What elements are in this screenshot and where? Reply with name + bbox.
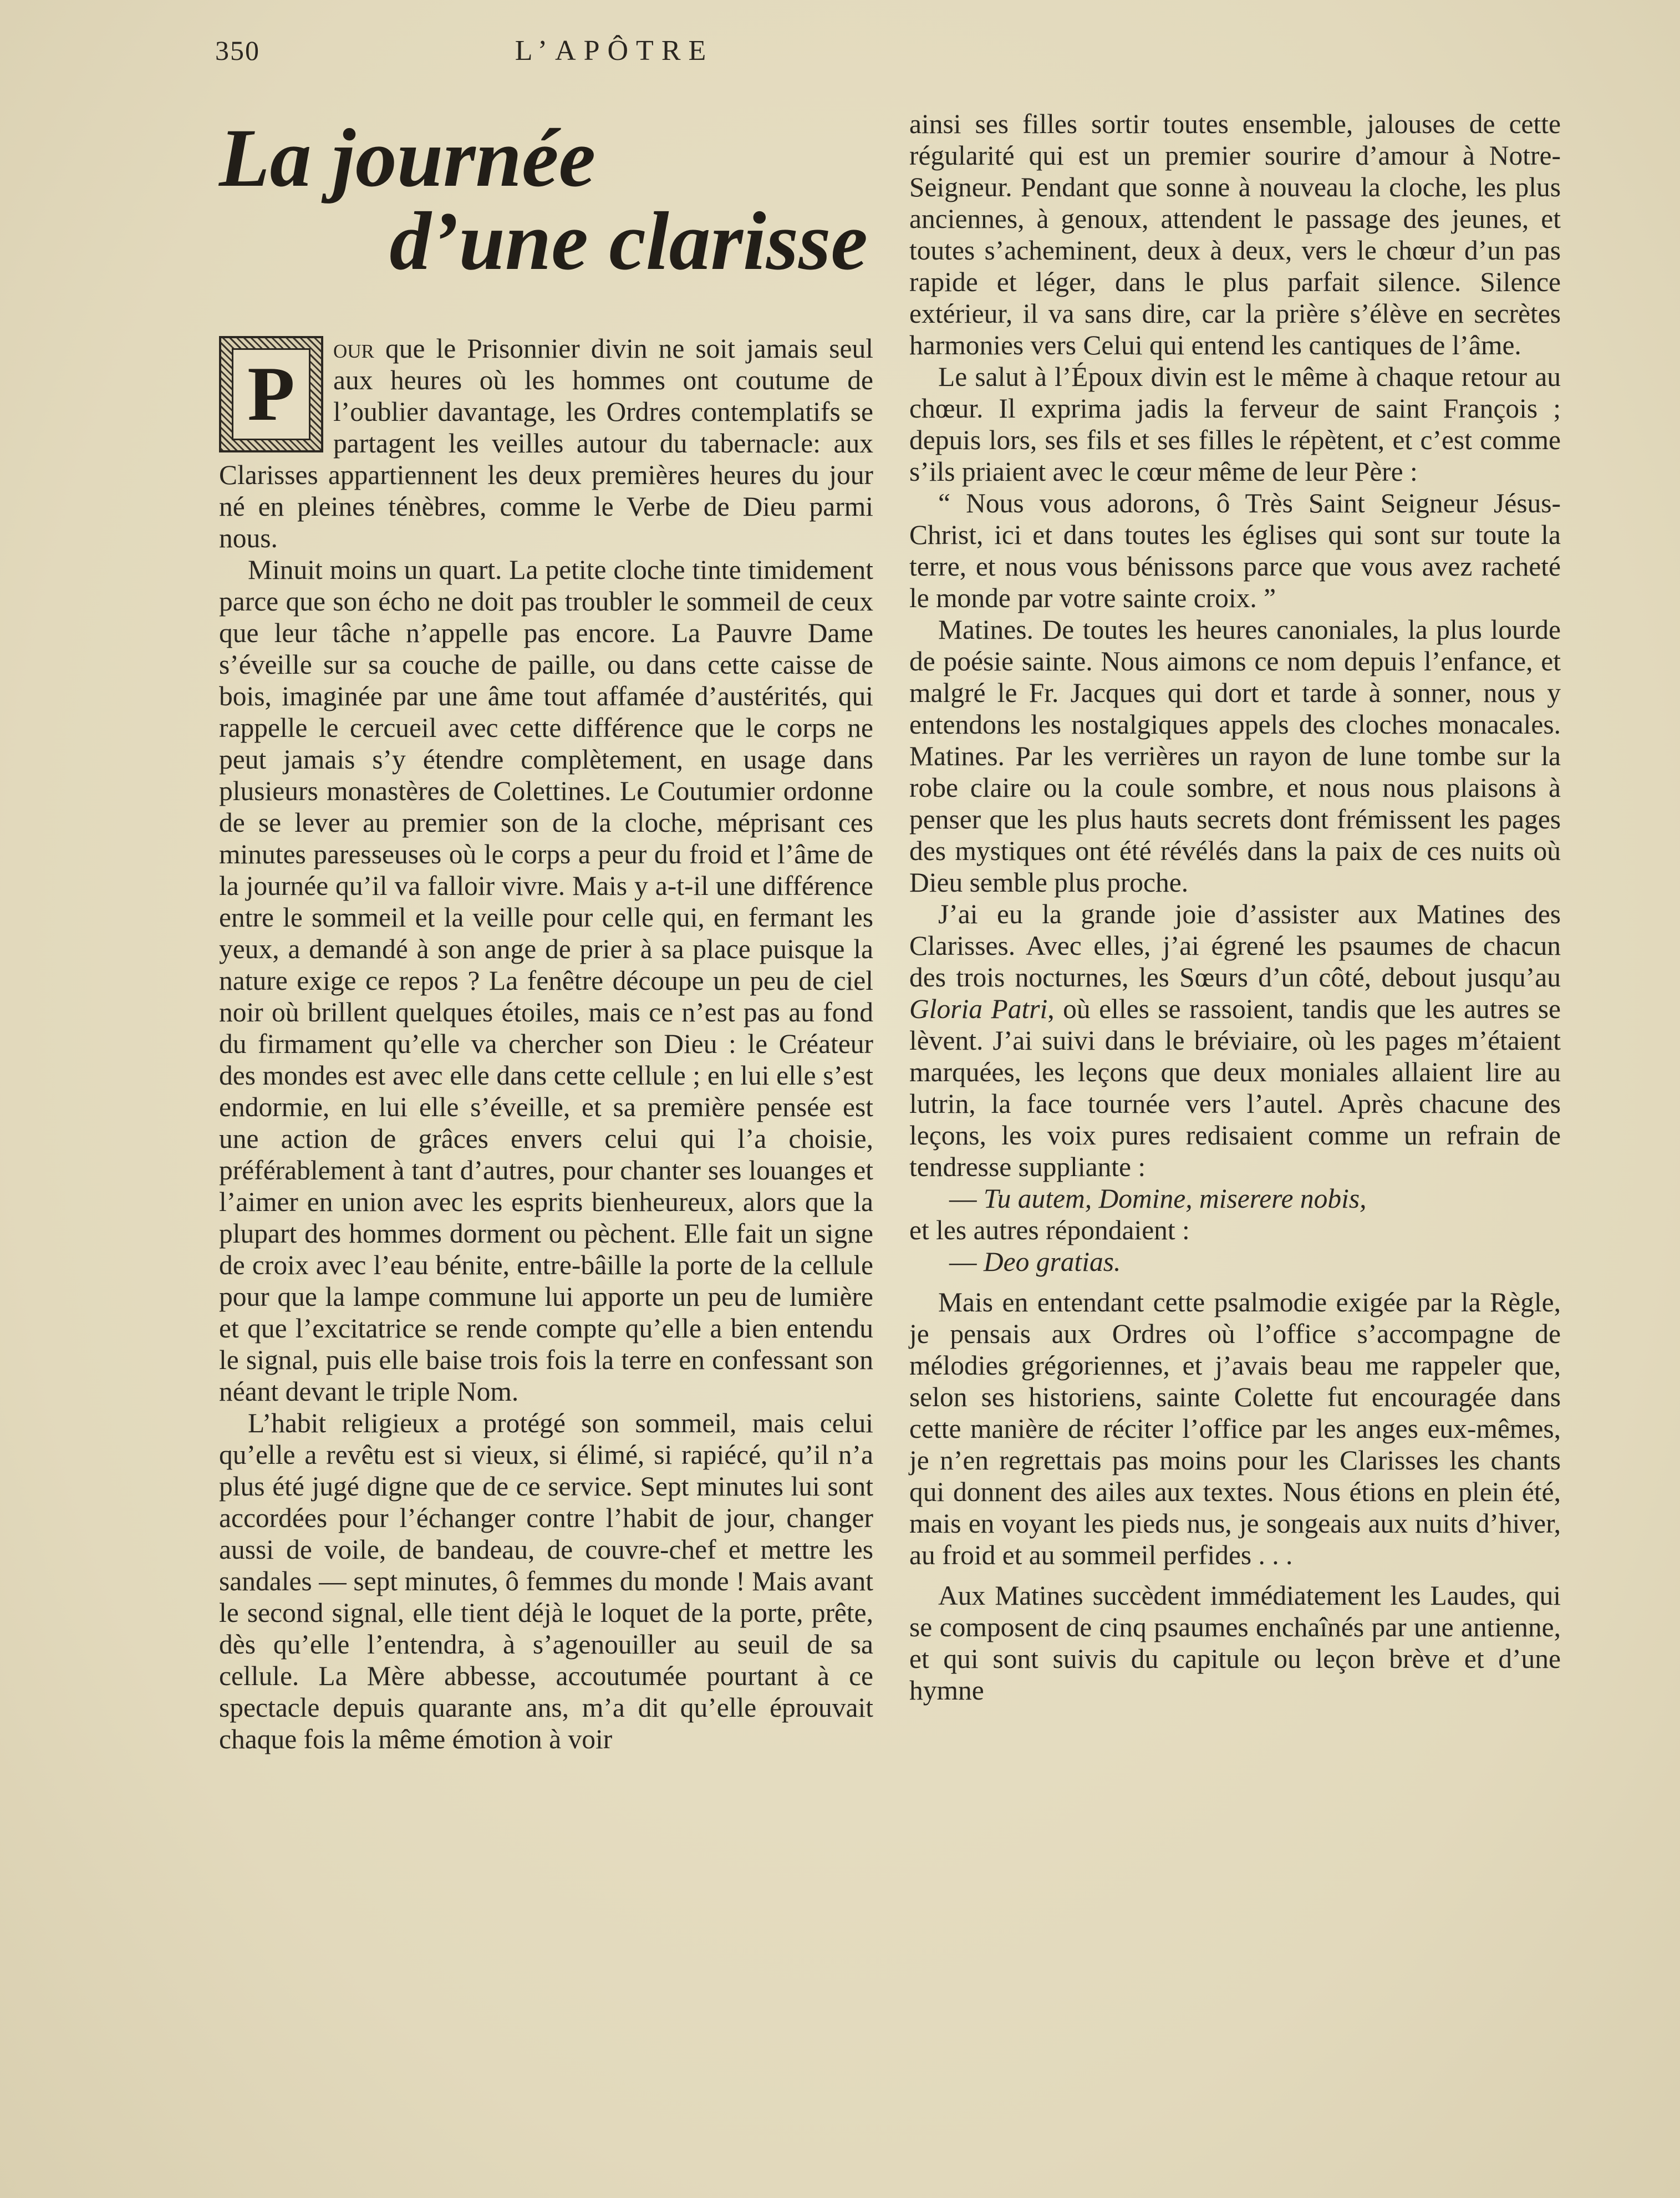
paragraph-assister [909, 898, 1561, 1183]
ornamental-dropcap [219, 336, 323, 452]
response-intro: et les autres répondaient : [909, 1215, 1190, 1245]
paragraph-continued: ainsi ses filles sortir toutes ensemble, jalouses de cette régularité qui est un premier sourire d’amour à Notre-Seigneur. Pendant que sonne à nouveau la cloche, les plus anciennes, à genoux, attendent le passage des jeunes, et toutes s’acheminent, deux à deux, vers le chœur d’un pas rapide et léger, dans le plus parfait silence. Silence extérieur, il va sans dire, car la prière s’élève en secrètes harmonies vers Celui qui entend les cantiques de l’âme. [909, 109, 1561, 360]
running-title: L’APÔTRE [515, 35, 714, 67]
assister-text-a: J’ai eu la grande joie d’assister aux Matines des Clarisses. Avec elles, j’ai égrené les psaumes de chacun des trois nocturnes, les Sœurs d’un côté, debout jusqu’au [909, 899, 1561, 993]
paragraph-intro [219, 333, 873, 554]
paragraph-psalmodie: Mais en entendant cette psalmodie exigée par la Règle, je pensais aux Ordres où l’office s’accompagne de mélodies grégoriennes, et j’avais beau me rappeler que, selon ses historiens, sainte Colette fut encouragée dans cette manière de réciter l’office par les anges eux-mêmes, je n’en regrettais pas moins pour les Clarisses les chants qui donnent des ailes aux textes. Nous étions en plein été, mais en voyant les pieds nus, je songeais aux nuits d’hiver, au froid et au sommeil perfides . . . [909, 1287, 1561, 1570]
response-dash: — [949, 1246, 984, 1277]
left-column [219, 97, 873, 1755]
first-word-rest: our [333, 333, 374, 364]
title-line-2: d’une clarisse [389, 195, 868, 287]
paragraph-matines: Matines. De toutes les heures canoniales, la plus lourde de poésie sainte. Nous aimons ce nom depuis l’enfance, et malgré le Fr. Jacques qui dort et tarde à sonner, nous y entendons les nostalgiques appels des cloches monacales. Matines. Par les verrières un rayon de lune tombe sur la robe claire ou la coule sombre, et nous nous plaisons à penser que les plus hauts secrets dont frémissent les pages des mystiques ont été révélés dans la paix de ces nuits où Dieu semble plus proche. [909, 614, 1561, 898]
paragraph-gap [909, 1278, 1561, 1286]
right-column [909, 108, 1561, 1706]
paragraph-priere: “ Nous vous adorons, ô Très Saint Seigneur Jésus-Christ, ici et dans toutes les églises qui sont sur toute la terre, et nous vous bénissons parce que vous avez racheté le monde par votre sainte croix. ” [909, 488, 1561, 613]
dropcap-letter: P [232, 348, 310, 440]
versicle-text: Tu autem, Domine, miserere nobis, [983, 1183, 1367, 1214]
assister-text-b: , où elles se rassoient, tandis que les autres se lèvent. J’ai suivi dans le bréviaire, où les pages m’étaient marquées, les leçons que deux moniales allaient lire au lutrin, la face tournée vers l’autel. Après chacune des leçons, les voix pures redisaient comme un refrain de tendresse suppliante : [909, 994, 1561, 1182]
response [909, 1246, 1561, 1278]
paragraph-text: que le Prisonnier divin ne soit jamais seul aux heures où les hommes ont coutume de l’oublier davantage, les Ordres contemplatifs se partagent les veilles autour du tabernacle: aux Clarisses appartiennent les deux premières heures du jour né en pleines ténèbres, comme le Verbe de Dieu parmi nous. [219, 333, 873, 553]
paragraph-gap [909, 1571, 1561, 1580]
paragraph-habit: L’habit religieux a protégé son sommeil, mais celui qu’elle a revêtu est si vieux, si élimé, si rapiécé, qu’il n’a plus été jugé digne que de ce service. Sept minutes lui sont accordées pour l’échanger contre l’habit de jour, changer aussi de voile, de bandeau, de couvre-chef et mettre les sandales — sept minutes, ô femmes du monde ! Mais avant le second signal, elle tient déjà le loquet de la porte, prête, dès qu’elle l’entendra, à s’agenouiller au seuil de sa cellule. La Mère abbesse, accoutumée pourtant à ce spectacle depuis quarante ans, m’a dit qu’elle éprouvait chaque fois la même émotion à voir [219, 1408, 873, 1754]
title-line-1: La journée [219, 112, 596, 204]
paragraph-salut: Le salut à l’Époux divin est le même à chaque retour au chœur. Il exprima jadis la ferveur de saint François ; depuis lors, ses fils et ses filles le répètent, et c’est comme s’ils priaient avec le cœur même de leur Père : [909, 362, 1561, 487]
running-head [215, 34, 1014, 79]
paragraph-minuit: Minuit moins un quart. La petite cloche tinte timidement parce que son écho ne doit pas troubler le sommeil de ceux que leur tâche n’appelle pas encore. La Pauvre Dame s’éveille sur sa couche de paille, ou dans cette caisse de bois, imaginée par une âme tout affamée d’austérités, qui rappelle le cercueil avec cette différence que le corps ne peut jamais s’y étendre complètement, en usage dans plusieurs monastères de Colettines. Le Coutumier ordonne de se lever au premier son de la cloche, méprisant ces minutes paresseuses où le corps a peur du froid et l’âme de la journée qu’il va falloir vivre. Mais y a-t-il une différence entre le sommeil et la veille pour celle qui, en fermant les yeux, a demandé à son ange de prier à sa place puisque la nature exige ce repos ? La fenêtre découpe un peu de ciel noir où brillent quelques étoiles, mais ce n’est pas au fond du firmament qu’elle va chercher son Dieu : le Créateur des mondes est avec elle dans cette cellule ; en lui elle s’est endormie, en lui elle s’éveille, et sa première pensée est une action de grâces envers celui qui l’a choisie, préférablement à tant d’autres, pour chanter ses louanges et l’aimer en union avec les esprits bienheureux, alors que la plupart des hommes dorment ou pèchent. Elle fait un signe de croix avec l’eau bénite, entre-bâille la porte de la cellule pour que la lampe commune lui apporte un peu de lumière et que l’excitatrice se rende compte qu’elle a bien entendu le signal, puis elle baise trois fois la terre en confessant son néant devant le triple Nom. [219, 554, 873, 1407]
paragraph-laudes: Aux Matines succèdent immédiatement les Laudes, qui se composent de cinq psaumes enchaînés par une antienne, et qui sont suivis du capitule ou leçon brève et d’une hymne [909, 1580, 1561, 1706]
versicle-dash: — [949, 1183, 984, 1214]
versicle [909, 1183, 1561, 1214]
gloria-patri: Gloria Patri [909, 994, 1048, 1024]
page-number: 350 [215, 35, 260, 66]
response-text: Deo gratias. [983, 1246, 1121, 1277]
article-title [219, 112, 873, 287]
